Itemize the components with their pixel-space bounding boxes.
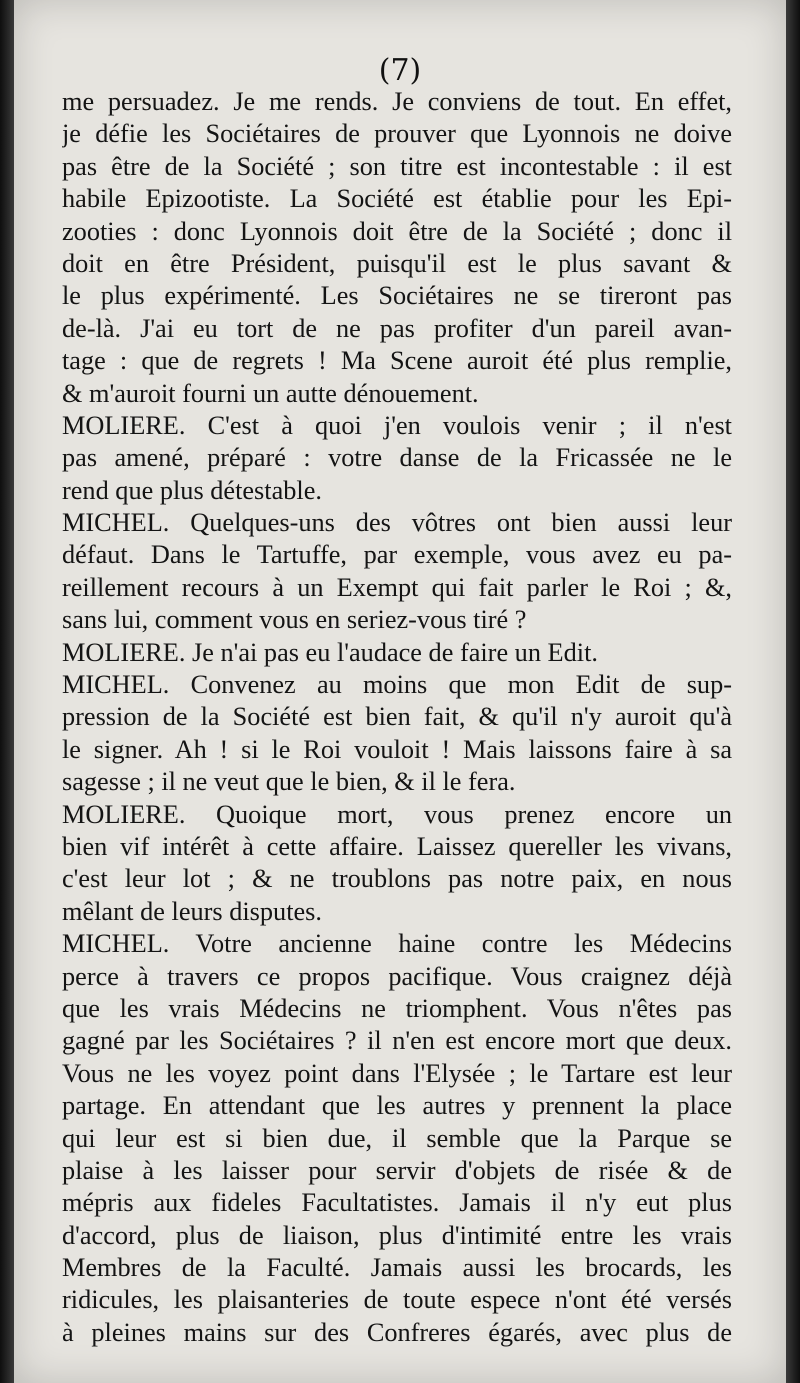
text-line: me persuadez. Je me rends. Je conviens de tout. En effet, (62, 87, 732, 116)
text-line: le signer. Ah ! si le Roi vouloit ! Mais laissons faire à sa (62, 734, 732, 764)
text-line: Membres de la Faculté. Jamais aussi les brocards, les (62, 1253, 732, 1283)
text-line: gagné par les Sociétaires ? il n'en est encore mort que deux. (62, 1026, 732, 1056)
text-line: MICHEL. Votre ancienne haine contre les Médecins (62, 929, 732, 959)
text-line: tage : que de regrets ! Ma Scene auroit été plus remplie, (62, 346, 732, 376)
text-line: pas amené, préparé : votre danse de la Fricassée ne le (62, 443, 732, 473)
text-line: défaut. Dans le Tartuffe, par exemple, vous avez eu pa- (62, 540, 732, 570)
text-line: MICHEL. Quelques-uns des vôtres ont bien aussi leur (62, 508, 732, 538)
text-line: partage. En attendant que les autres y prennent la place (62, 1091, 732, 1121)
text-line: sagesse ; il ne veut que le bien, & il le fera. (62, 767, 516, 797)
text-line: & m'auroit fourni un autte dénouement. (62, 378, 479, 408)
text-line: MICHEL. Convenez au moins que mon Edit de sup- (62, 670, 732, 700)
text-line: bien vif intérêt à cette affaire. Laissez quereller les vivans, (62, 831, 732, 861)
text-line: perce à travers ce propos pacifique. Vous craignez déjà (62, 961, 732, 991)
text-line: de-là. J'ai eu tort de ne pas profiter d'un pareil avan- (62, 313, 732, 343)
text-line: d'accord, plus de liaison, plus d'intimité entre les vrais (62, 1220, 732, 1250)
right-page-edge (786, 0, 800, 1383)
text-line: plaise à les laisser pour servir d'objets de risée & de (62, 1155, 732, 1185)
text-line: que les vrais Médecins ne triomphent. Vous n'êtes pas (62, 993, 732, 1023)
text-line: pas être de la Société ; son titre est incontestable : il est (62, 151, 732, 181)
text-line: mêlant de leurs disputes. (62, 896, 322, 926)
text-line: qui leur est si bien due, il semble que la Parque se (62, 1123, 732, 1153)
text-line: habile Epizootiste. La Société est établie pour les Epi- (62, 184, 732, 214)
page-number: (7) (378, 53, 422, 88)
text-line: zooties : donc Lyonnois doit être de la Société ; donc il (62, 216, 732, 246)
text-line: mépris aux fideles Facultatistes. Jamais il n'y eut plus (62, 1188, 732, 1218)
text-line: MOLIERE. C'est à quoi j'en voulois venir ; il n'est (62, 410, 732, 440)
left-page-edge (0, 0, 14, 1383)
text-line: je défie les Sociétaires de prouver que Lyonnois ne doive (62, 119, 732, 149)
text-line: Vous ne les voyez point dans l'Elysée ; le Tartare est leur (62, 1058, 732, 1088)
text-line: doit en être Président, puisqu'il est le plus savant & (62, 248, 732, 278)
text-line: reillement recours à un Exempt qui fait parler le Roi ; &, (62, 572, 732, 602)
text-line: pression de la Société est bien fait, & qu'il n'y auroit qu'à (62, 702, 732, 732)
text-line: MOLIERE. Quoique mort, vous prenez encore un (62, 799, 732, 829)
text-line: rend que plus détestable. (62, 475, 322, 505)
text-line: le plus expérimenté. Les Sociétaires ne se tireront pas (62, 281, 732, 311)
text-line: sans lui, comment vous en seriez-vous tiré ? (62, 605, 527, 635)
text-line: c'est leur lot ; & ne troublons pas notre paix, en nous (62, 864, 732, 894)
text-line: ridicules, les plaisanteries de toute espece n'ont été versés (62, 1285, 732, 1315)
page-text (62, 86, 732, 1349)
text-line: MOLIERE. Je n'ai pas eu l'audace de faire un Edit. (62, 637, 598, 667)
text-line: à pleines mains sur des Confreres égarés, avec plus de (62, 1317, 732, 1347)
